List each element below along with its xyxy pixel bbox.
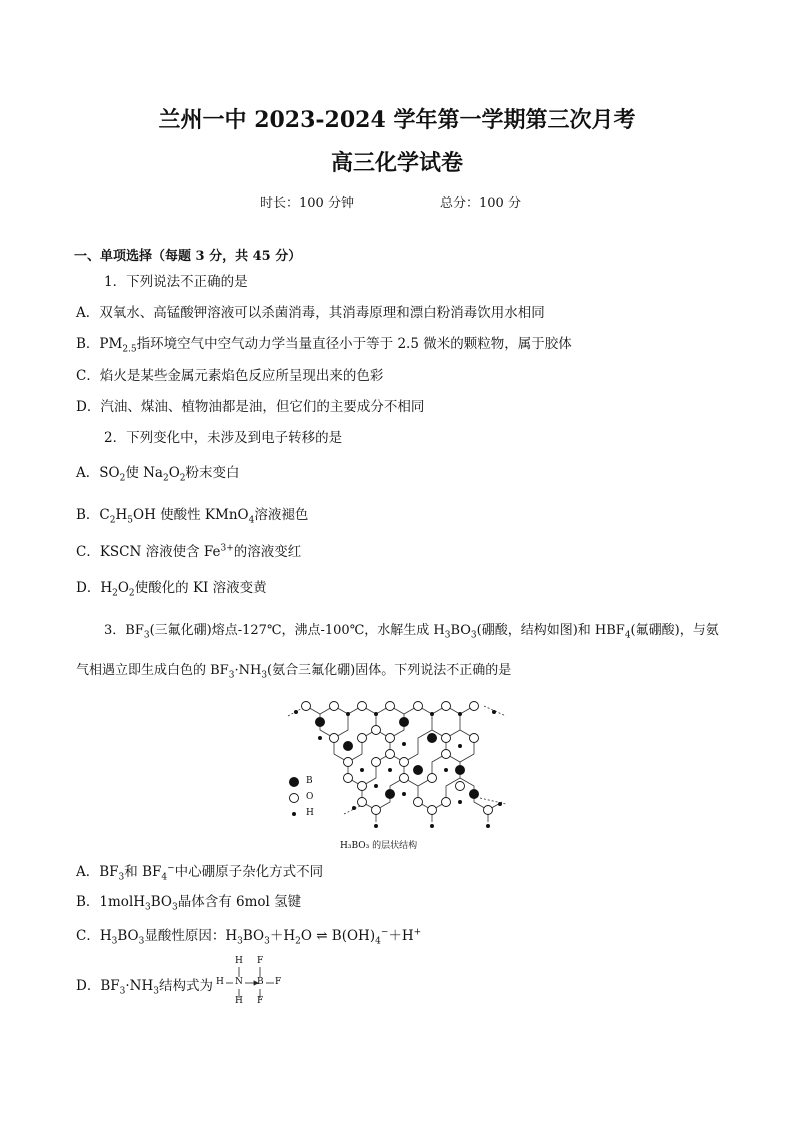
atom-n: N bbox=[235, 977, 243, 987]
q2-stem: 2．下列变化中，未涉及到电子转移的是 bbox=[104, 430, 343, 446]
figure-caption: H₃BO₃ 的层状结构 bbox=[340, 841, 418, 851]
exam-title: 兰州一中 2023-2024 学年第一学期第三次月考 bbox=[158, 107, 636, 133]
q1-option-c: C．焰火是某些金属元素焰色反应所呈现出来的色彩 bbox=[76, 368, 384, 384]
atom-h-bottom: H bbox=[235, 996, 243, 1006]
atom-h-left: H bbox=[216, 977, 224, 987]
legend-boron-label: B bbox=[306, 776, 313, 786]
atom-f-top: F bbox=[257, 956, 264, 966]
atom-f-right: F bbox=[275, 977, 282, 987]
q3-stem-line2: 气相遇立即生成白色的 $BF_3\cdot NH_3$(氨合三氟化硼)固体。下列说法不正确的是 bbox=[76, 663, 512, 681]
legend-oxygen-label: O bbox=[306, 792, 314, 802]
q1-option-b: B．$PM_{2.5}$指环境空气中空气动力学当量直径小于等于 2.5 微米的颗粒物，属于胶体 bbox=[76, 336, 572, 355]
q3-option-d: D．$BF_3\cdot NH_3$结构式为 bbox=[76, 978, 213, 997]
hydrogen-atoms bbox=[294, 710, 502, 828]
q2-option-c: C．KSCN 溶液使含 $Fe^{3+}$的溶液变红 bbox=[76, 543, 302, 560]
q3-option-b: B．$1molH_3BO_3$晶体含有 6mol 氢键 bbox=[76, 894, 302, 913]
exam-duration: 时长：100 分钟 bbox=[260, 196, 354, 211]
exam-total-score: 总分：100 分 bbox=[440, 196, 521, 211]
q2-option-b: B．$C_2H_5OH$ 使酸性 KMnO$_4$溶液褪色 bbox=[76, 507, 309, 526]
section-heading: 一、单项选择（每题 3 分，共 45 分） bbox=[74, 249, 302, 264]
q1-option-a: A．双氧水、高锰酸钾溶液可以杀菌消毒，其消毒原理和漂白粉消毒饮用水相同 bbox=[76, 305, 545, 321]
exam-subtitle: 高三化学试卷 bbox=[330, 150, 463, 176]
atom-b: B bbox=[257, 977, 264, 987]
q3-stem-line1: 3．$BF_3$(三氟化硼)熔点-127℃，沸点-100℃，水解生成 $H_3BO_3$(硼酸，结构如图)和 $HBF_4$(氟硼酸)，与氨 bbox=[104, 623, 719, 641]
q3-option-a: A．$BF_3$和 $BF_4^-$中心硼原子杂化方式不同 bbox=[76, 863, 324, 883]
legend-hydrogen-marker bbox=[292, 812, 296, 816]
legend-hydrogen-label: H bbox=[306, 808, 314, 818]
legend-oxygen-marker bbox=[290, 794, 299, 803]
q2-option-a: A．$SO_2$使 $Na_2O_2$粉末变白 bbox=[76, 465, 240, 484]
q3-option-c: C．$H_3BO_3$显酸性原因：$H_3BO_3+H_2O$ ⇌ $B(OH)_4^-+H^+$ bbox=[76, 927, 422, 947]
q1-option-d: D．汽油、煤油、植物油都是油，但它们的主要成分不相同 bbox=[76, 399, 425, 415]
figure-legend bbox=[289, 777, 299, 816]
q1-stem: 1．下列说法不正确的是 bbox=[104, 274, 248, 290]
atom-f-bottom: F bbox=[257, 996, 264, 1006]
boric-acid-structure-figure bbox=[284, 686, 512, 852]
atom-h-top: H bbox=[235, 956, 243, 966]
legend-boron-marker bbox=[289, 777, 299, 787]
bf3-nh3-structural-formula bbox=[216, 956, 286, 1004]
boric-acid-lattice-diagram bbox=[284, 686, 512, 852]
q2-option-d: D．$H_2O_2$使酸化的 KI 溶液变黄 bbox=[76, 580, 267, 599]
